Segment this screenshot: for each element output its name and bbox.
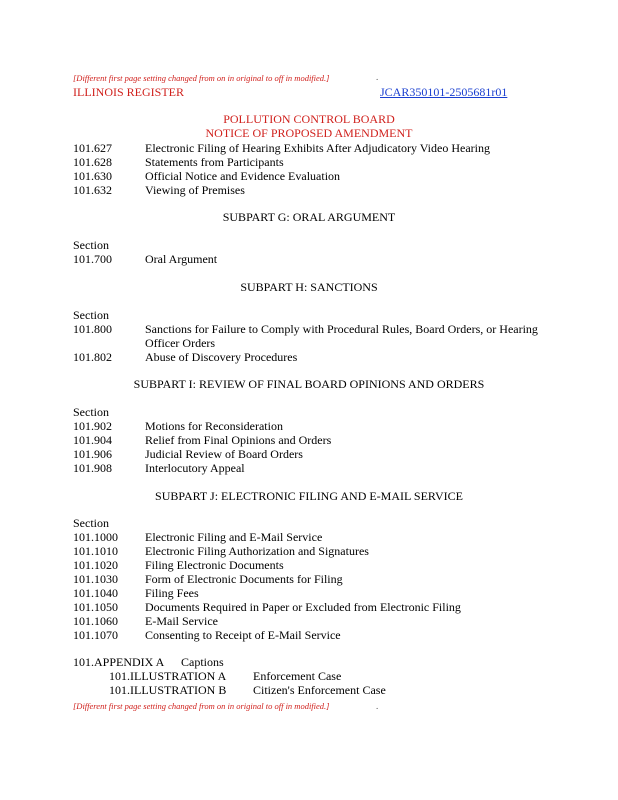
- section-title: Statements from Participants: [145, 155, 284, 169]
- section-label: Section: [73, 238, 109, 252]
- section-title: Electronic Filing of Hearing Exhibits After Adjudicatory Video Hearing: [145, 141, 490, 155]
- section-number: 101.1020: [73, 558, 118, 572]
- section-number: 101.1050: [73, 600, 118, 614]
- section-number: 101.904: [73, 433, 112, 447]
- section-title: Viewing of Premises: [145, 183, 245, 197]
- section-title: Motions for Reconsideration: [145, 419, 283, 433]
- section-label: Section: [73, 516, 109, 530]
- section-title: Abuse of Discovery Procedures: [145, 350, 298, 364]
- section-title: Electronic Filing Authorization and Signatures: [145, 544, 369, 558]
- section-title: Oral Argument: [145, 252, 218, 266]
- section-number: 101.1040: [73, 586, 118, 600]
- section-title: Official Notice and Evidence Evaluation: [145, 169, 341, 183]
- section-number: 101.1000: [73, 530, 118, 544]
- section-title: Relief from Final Opinions and Orders: [145, 433, 332, 447]
- section-title: Interlocutory Appeal: [145, 461, 245, 475]
- agency-title: POLLUTION CONTROL BOARD: [223, 112, 395, 126]
- section-title: Judicial Review of Board Orders: [145, 447, 303, 461]
- section-number: 101.902: [73, 419, 112, 433]
- subpart-j-heading: SUBPART J: ELECTRONIC FILING AND E-MAIL SERVICE: [155, 489, 463, 503]
- section-number: 101.1010: [73, 544, 118, 558]
- section-number: 101.628: [73, 155, 112, 169]
- section-label: Section: [73, 405, 109, 419]
- illustration-label: 101.ILLUSTRATION B: [109, 683, 227, 697]
- section-title: Consenting to Receipt of E-Mail Service: [145, 628, 341, 642]
- marker-dot: .: [376, 72, 379, 82]
- bottom-change-note: [Different first page setting changed from on in original to off in modified.]: [73, 701, 330, 711]
- top-change-note: [Different first page setting changed from on in original to off in modified.]: [73, 73, 330, 83]
- subpart-i-heading: SUBPART I: REVIEW OF FINAL BOARD OPINIONS AND ORDERS: [133, 377, 485, 391]
- section-title: Sanctions for Failure to Comply with Procedural Rules, Board Orders, or Hearing: [145, 322, 538, 336]
- subpart-g-heading: SUBPART G: ORAL ARGUMENT: [222, 210, 396, 224]
- section-label: Section: [73, 308, 109, 322]
- section-title: Form of Electronic Documents for Filing: [145, 572, 343, 586]
- section-number: 101.906: [73, 447, 112, 461]
- section-title: Documents Required in Paper or Excluded from Electronic Filing: [145, 600, 461, 614]
- section-number: 101.632: [73, 183, 112, 197]
- subpart-h-heading: SUBPART H: SANCTIONS: [240, 280, 378, 294]
- illustration-label: 101.ILLUSTRATION A: [109, 669, 227, 683]
- section-title: Filing Fees: [145, 586, 199, 600]
- section-title-continued: Officer Orders: [145, 336, 216, 350]
- section-number: 101.700: [73, 252, 112, 266]
- section-title: E-Mail Service: [145, 614, 218, 628]
- section-title: Electronic Filing and E-Mail Service: [145, 530, 323, 544]
- section-number: 101.908: [73, 461, 112, 475]
- illustration-title: Enforcement Case: [253, 669, 342, 683]
- illustration-title: Citizen's Enforcement Case: [253, 683, 386, 697]
- appendix-title: Captions: [181, 655, 224, 669]
- appendix-label: 101.APPENDIX A: [73, 655, 165, 669]
- section-number: 101.1030: [73, 572, 118, 586]
- section-number: 101.630: [73, 169, 112, 183]
- section-number: 101.627: [73, 141, 112, 155]
- section-number: 101.1060: [73, 614, 118, 628]
- section-number: 101.800: [73, 322, 112, 336]
- register-title: ILLINOIS REGISTER: [73, 85, 184, 99]
- marker-dot: .: [376, 701, 379, 711]
- jcar-code-link[interactable]: JCAR350101-2505681r01: [380, 85, 508, 99]
- section-number: 101.1070: [73, 628, 118, 642]
- section-number: 101.802: [73, 350, 112, 364]
- section-title: Filing Electronic Documents: [145, 558, 284, 572]
- notice-title: NOTICE OF PROPOSED AMENDMENT: [205, 126, 413, 140]
